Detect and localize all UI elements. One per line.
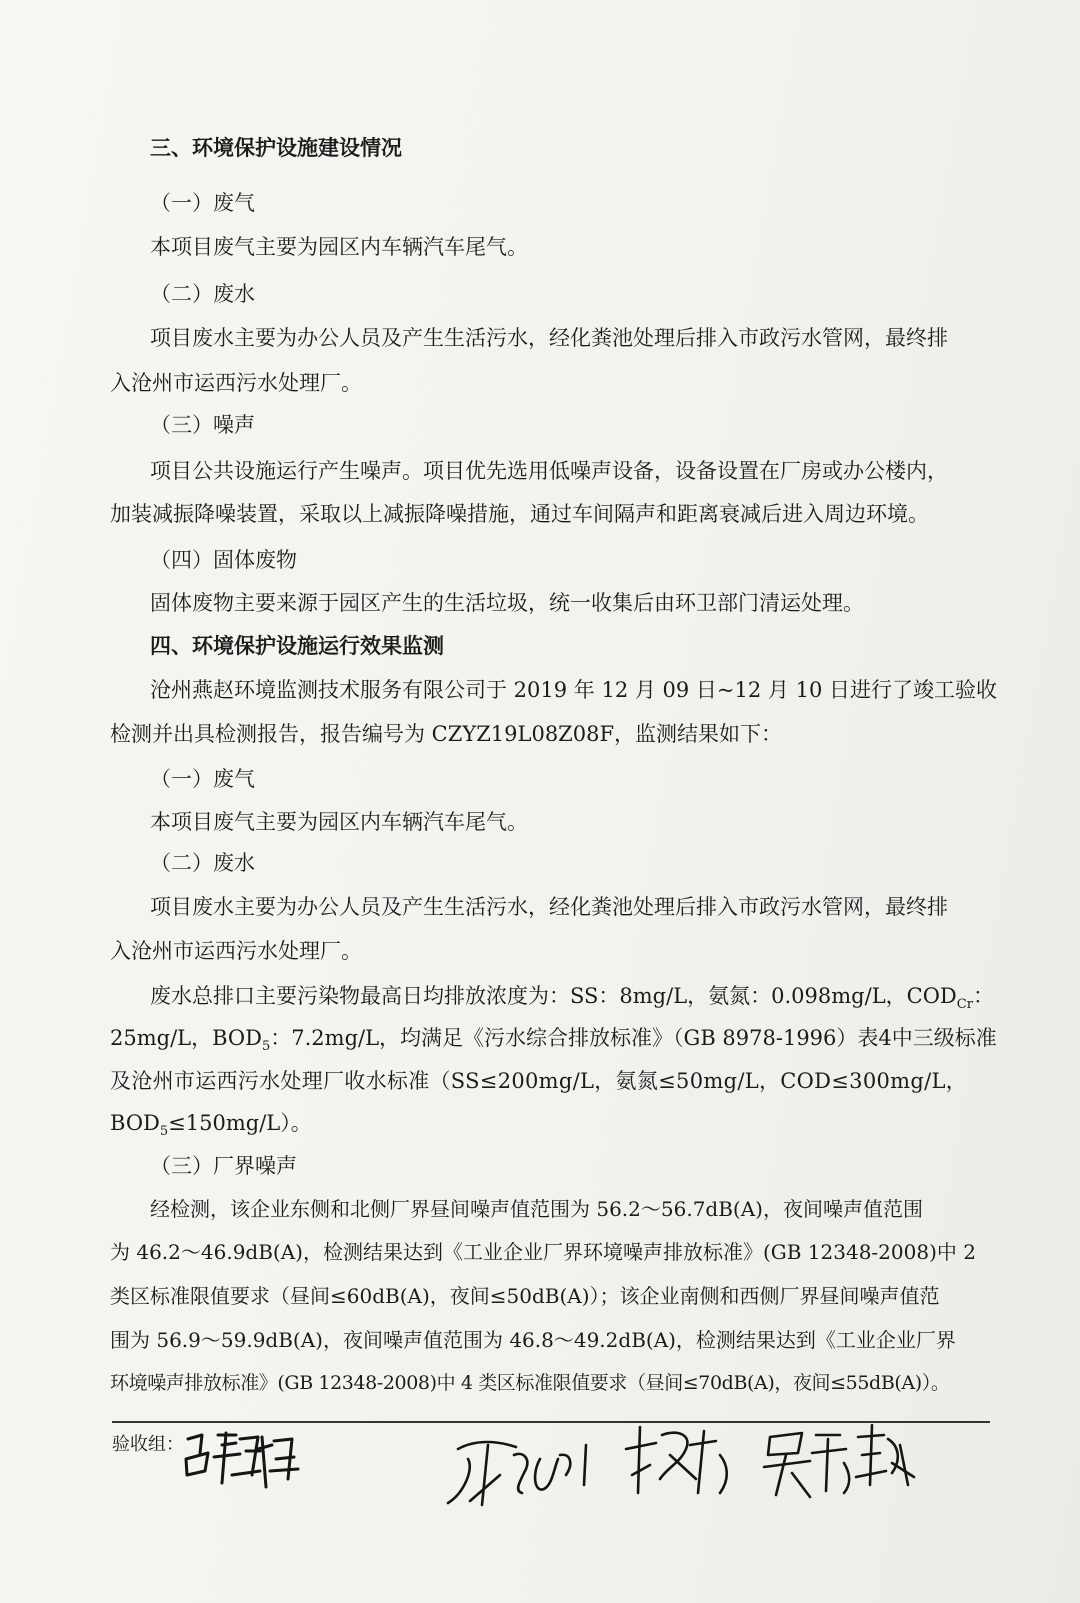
section-3-b-text-2: 入沧州市运西污水处理厂。 (110, 371, 362, 395)
section-3-a-text: 本项目废气主要为园区内车辆汽车尾气。 (150, 235, 528, 259)
section-4-c-text-1: 经检测，该企业东侧和北侧厂界昼间噪声值范围为 56.2～56.7dB(A)，夜间噪声值范围 (150, 1197, 923, 1221)
section-4-b-text-6 (110, 1108, 312, 1147)
section-3-c-title: （三）噪声 (150, 413, 255, 437)
subscript: Cr (956, 997, 973, 1013)
section-4-title: 四、环境保护设施运行效果监测 (150, 634, 444, 658)
section-4-b-text-5: 及沧州市运西污水处理厂收水标准（SS≤200mg/L，氨氮≤50mg/L，COD≤300mg/L， (110, 1069, 968, 1093)
text-span: ： (972, 984, 994, 1008)
section-4-intro-2: 检测并出具检测报告，报告编号为 CZYZ19L08Z08F，监测结果如下： (110, 722, 783, 746)
section-4-b-text-3 (150, 981, 994, 1020)
section-3-d-title: （四）固体废物 (150, 548, 297, 572)
section-3-a-title: （一）废气 (150, 191, 255, 215)
text-span: 25mg/L，BOD (110, 1026, 262, 1050)
section-4-c-text-2: 为 46.2～46.9dB(A)，检测结果达到《工业企业厂界环境噪声排放标准》(GB 12348-2008)中 2 (110, 1240, 976, 1264)
acceptance-group-label: 验收组： (112, 1434, 184, 1455)
section-4-c-text-5: 环境噪声排放标准》(GB 12348-2008)中 4 类区标准限值要求（昼间≤70dB(A)，夜间≤55dB(A)）。 (110, 1372, 950, 1394)
section-3-title: 三、环境保护设施建设情况 (150, 136, 402, 160)
text-span: 废水总排口主要污染物最高日均排放浓度为：SS：8mg/L，氨氮：0.098mg/L，COD (150, 984, 957, 1008)
section-4-intro-1: 沧州燕赵环境监测技术服务有限公司于 2019 年 12 月 09 日~12 月 10 日进行了竣工验收 (150, 678, 998, 702)
section-4-c-title: （三）厂界噪声 (150, 1154, 297, 1178)
section-3-c-text-1: 项目公共设施运行产生噪声。项目优先选用低噪声设备，设备设置在厂房或办公楼内， (150, 459, 948, 483)
text-span: ≤150mg/L）。 (168, 1111, 312, 1135)
section-3-b-text-1: 项目废水主要为办公人员及产生生活污水，经化粪池处理后排入市政污水管网，最终排 (150, 326, 948, 350)
handwritten-signatures (0, 1415, 1080, 1535)
section-4-b-title: （二）废水 (150, 851, 255, 875)
section-4-c-text-3: 类区标准限值要求（昼间≤60dB(A)，夜间≤50dB(A)）；该企业南侧和西侧厂界昼间噪声值范 (110, 1284, 940, 1308)
section-4-b-text-2: 入沧州市运西污水处理厂。 (110, 939, 362, 963)
section-3-c-text-2: 加装减振降噪装置，采取以上减振降噪措施，通过车间隔声和距离衰减后进入周边环境。 (110, 502, 929, 526)
section-3-b-title: （二）废水 (150, 282, 255, 306)
subscript: 5 (261, 1039, 271, 1055)
section-4-c-text-4: 围为 56.9～59.9dB(A)，夜间噪声值范围为 46.8～49.2dB(A)，检测结果达到《工业企业厂界 (110, 1328, 956, 1352)
text-span: ：7.2mg/L，均满足《污水综合排放标准》（GB 8978-1996）表4中三级标准 (270, 1026, 997, 1050)
text-span: BOD (110, 1111, 160, 1135)
section-3-d-text: 固体废物主要来源于园区产生的生活垃圾，统一收集后由环卫部门清运处理。 (150, 591, 864, 615)
subscript: 5 (159, 1124, 169, 1140)
section-4-a-text: 本项目废气主要为园区内车辆汽车尾气。 (150, 810, 528, 834)
section-4-b-text-4 (110, 1023, 997, 1062)
section-4-b-text-1: 项目废水主要为办公人员及产生生活污水，经化粪池处理后排入市政污水管网，最终排 (150, 895, 948, 919)
section-4-a-title: （一）废气 (150, 767, 255, 791)
